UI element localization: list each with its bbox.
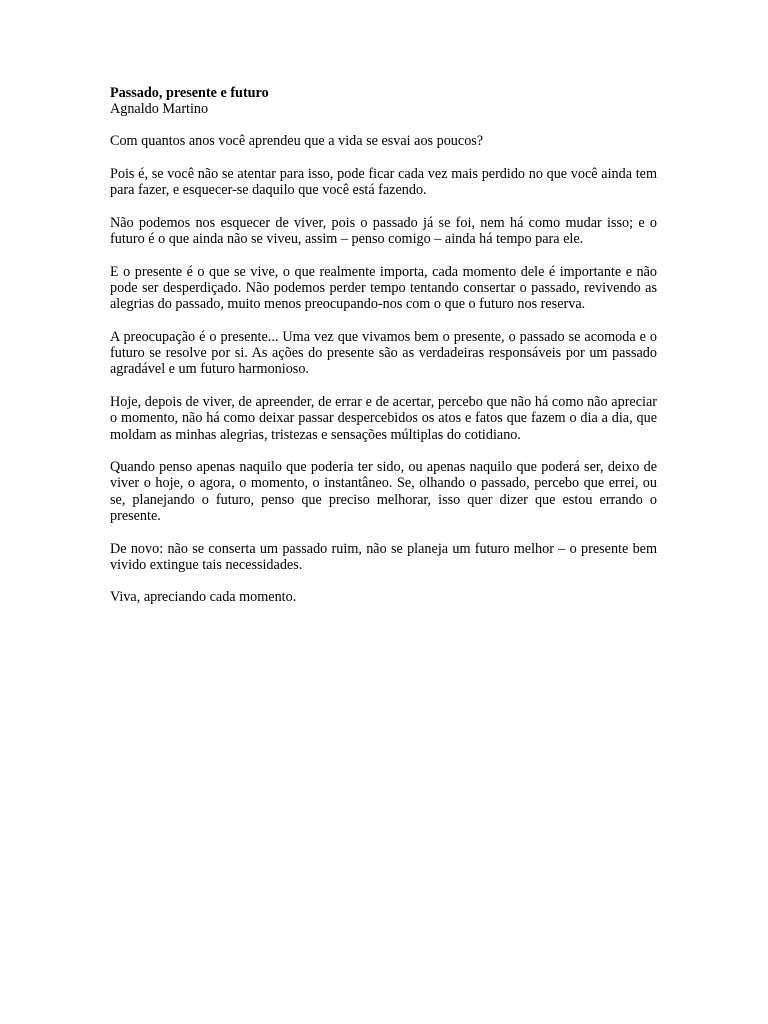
paragraph: Hoje, depois de viver, de apreender, de errar e de acertar, percebo que não há como não apreciar o momento, não há como deixar passar despercebidos os atos e fatos que fazem o dia a dia, que moldam as minhas alegrias, tristezas e sensações múltiplas do cotidiano. <box>110 394 657 443</box>
document-author: Agnaldo Martino <box>110 101 209 118</box>
paragraph: Pois é, se você não se atentar para isso, pode ficar cada vez mais perdido no que você ainda tem para fazer, e esquecer-se daquilo que você está fazendo. <box>110 166 657 199</box>
document-page <box>110 85 657 622</box>
paragraph: E o presente é o que se vive, o que realmente importa, cada momento dele é importante e não pode ser desperdiçado. Não podemos perder tempo tentando consertar o passado, revivendo as alegrias do passado, muito menos preocupando-nos com o que o futuro nos reserva. <box>110 263 657 313</box>
paragraph: Quando penso apenas naquilo que poderia ter sido, ou apenas naquilo que poderá ser, deixo de viver o hoje, o agora, o momento, o instantâneo. Se, olhando o passado, percebo que errei, ou se, planejando o futuro, penso que preciso melhorar, isso quer dizer que estou errando o presente. <box>110 459 657 524</box>
paragraph: Viva, apreciando cada momento. <box>110 589 297 606</box>
paragraph: Não podemos nos esquecer de viver, pois o passado já se foi, nem há como mudar isso; e o futuro é o que ainda não se viveu, assim – penso comigo – ainda há tempo para ele. <box>110 215 657 248</box>
paragraph: De novo: não se conserta um passado ruim, não se planeja um futuro melhor – o presente bem vivido extingue tais necessidades. <box>110 540 657 573</box>
paragraph: Com quantos anos você aprendeu que a vida se esvai aos poucos? <box>110 133 484 150</box>
paragraph: A preocupação é o presente... Uma vez que vivamos bem o presente, o passado se acomoda e o futuro se resolve por si. As ações do presente são as verdadeiras responsáveis por um passado agradável e um futuro harmonioso. <box>110 329 657 378</box>
document-title: Passado, presente e futuro <box>110 85 269 101</box>
